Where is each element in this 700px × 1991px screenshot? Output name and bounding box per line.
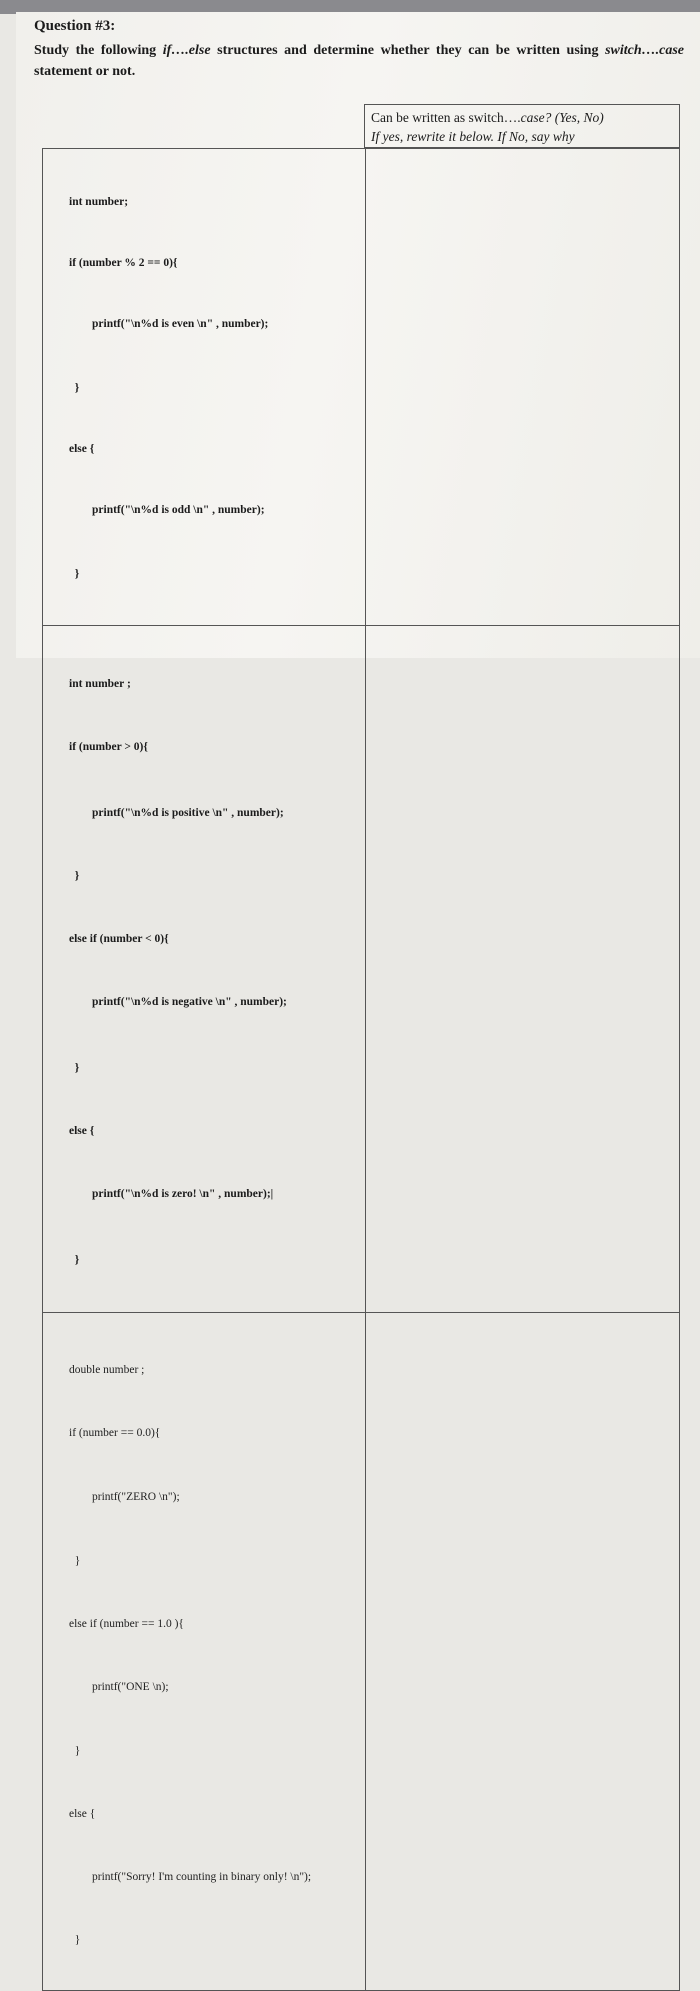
code-line: printf("ZERO \n");: [69, 1491, 180, 1503]
code-line: printf("ONE \n);: [69, 1681, 169, 1693]
code-line: else if (number < 0){: [69, 933, 169, 945]
code-line: }: [69, 1254, 80, 1266]
code-line: }: [69, 1745, 81, 1757]
code-line: else {: [69, 1808, 96, 1820]
code-line: printf("\n%d is positive \n" , number);: [69, 807, 284, 819]
table-row: [43, 626, 680, 1313]
code-line: }: [69, 1934, 81, 1946]
answer-cell-3[interactable]: [365, 1313, 679, 1991]
question-title: Question #3:: [34, 18, 116, 34]
code-line: if (number % 2 == 0){: [69, 257, 178, 269]
table-row: [43, 1313, 680, 1991]
code-line: }: [69, 1555, 81, 1567]
code-line: double number ;: [69, 1364, 145, 1376]
answer-header-line-2: If yes, rewrite it below. If No, say why: [371, 129, 575, 144]
code-block-1: [43, 149, 365, 625]
code-line: else if (number == 1.0 ){: [69, 1618, 184, 1630]
code-cell-2: [43, 626, 366, 1313]
code-line: printf("\n%d is odd \n" , number);: [69, 504, 265, 516]
code-line: else {: [69, 443, 95, 455]
code-cell-1: [43, 149, 366, 626]
code-line: }: [69, 568, 80, 580]
code-line: }: [69, 382, 80, 394]
code-line: printf("\n%d is zero! \n" , number);|: [69, 1188, 274, 1200]
code-line: }: [69, 870, 80, 882]
code-cell-3: [43, 1313, 366, 1991]
code-line: int number ;: [69, 678, 131, 690]
code-block-2: [43, 626, 365, 1312]
code-block-3: [43, 1313, 365, 1990]
table-row: [43, 149, 680, 626]
code-line: printf("Sorry! I'm counting in binary only! \n");: [69, 1871, 312, 1883]
code-line: printf("\n%d is even \n" , number);: [69, 318, 269, 330]
code-line: if (number > 0){: [69, 741, 148, 753]
answer-header-line-1: Can be written as switch….case? (Yes, No): [371, 110, 604, 125]
code-line: else {: [69, 1125, 95, 1137]
code-answer-table: [42, 148, 680, 1991]
answer-cell-2[interactable]: [365, 626, 679, 1313]
code-line: int number;: [69, 196, 129, 208]
answer-cell-1[interactable]: [365, 149, 679, 626]
code-line: }: [69, 1062, 80, 1074]
question-instructions: Study the following if….else structures and determine whether they can be written using switch….case statement or not.: [34, 43, 685, 79]
answer-column-header: [364, 104, 680, 148]
code-line: if (number == 0.0){: [69, 1427, 161, 1439]
code-line: printf("\n%d is negative \n" , number);: [69, 996, 287, 1008]
